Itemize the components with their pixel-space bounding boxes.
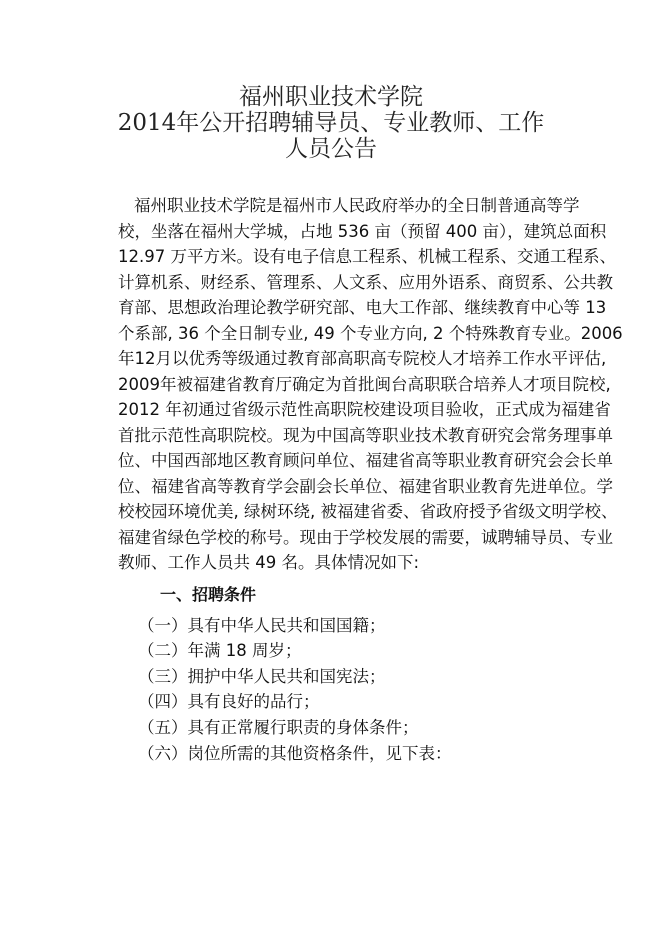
condition-item: （四）具有良好的品行； [138, 692, 320, 711]
condition-item: （五）具有正常履行职责的身体条件； [138, 718, 419, 737]
paragraph-line: 首批示范性高职院校。现为中国高等职业技术教育研究会常务理事单 [118, 425, 613, 445]
title-line-2: 2014年公开招聘辅导员、专业教师、工作 [117, 110, 545, 136]
paragraph-line: 位、福建省高等教育学会副会长单位、福建省职业教育先进单位。学 [118, 476, 613, 496]
paragraph-line: 育部、思想政治理论教学研究部、电大工作部、继续教育中心等 13 [118, 298, 607, 317]
paragraph-line: 位、中国西部地区教育顾问单位、福建省高等职业教育研究会会长单 [118, 451, 613, 470]
condition-item: （二）年满 18 周岁； [138, 641, 302, 660]
paragraph-line: 福建省绿色学校的称号。现由于学校发展的需要，诚聘辅导员、专业 [118, 527, 613, 547]
paragraph-line: 12.97 万平方米。设有电子信息工程系、机械工程系、交通工程系、 [118, 247, 616, 266]
paragraph-line: 年12月以优秀等级通过教育部高职高专院校人才培养工作水平评估, [118, 349, 607, 368]
paragraph-line: 个系部, 36 个全日制专业, 49 个专业方向, 2 个特殊教育专业。2006 [118, 323, 623, 343]
title-line-3: 人员公告 [285, 136, 377, 162]
paragraph-line: 校校园环境优美, 绿树环绕, 被福建省委、省政府授予省级文明学校、 [118, 502, 618, 521]
paragraph-line: 计算机系、财经系、管理系、人文系、应用外语系、商贸系、公共教 [118, 272, 613, 292]
condition-item: （一）具有中华人民共和国国籍； [138, 616, 386, 635]
condition-item: （六）岗位所需的其他资格条件，见下表： [138, 744, 452, 763]
paragraph-line: 教师、工作人员共 49 名。具体情况如下: [118, 553, 420, 572]
paragraph-line: 2012 年初通过省级示范性高职院校建设项目验收，正式成为福建省 [118, 400, 611, 419]
section-heading: 一、招聘条件 [160, 585, 257, 604]
title-line-1: 福州职业技术学院 [239, 84, 423, 110]
paragraph-line: 校，坐落在福州大学城，占地 536 亩（预留 400 亩），建筑总面积 [118, 221, 607, 241]
paragraph-line: 2009年被福建省教育厅确定为首批闽台高职联合培养人才项目院校, [118, 374, 611, 394]
condition-item: （三）拥护中华人民共和国宪法； [138, 667, 386, 686]
paragraph-line: 福州职业技术学院是福州市人民政府举办的全日制普通高等学 [134, 196, 580, 215]
